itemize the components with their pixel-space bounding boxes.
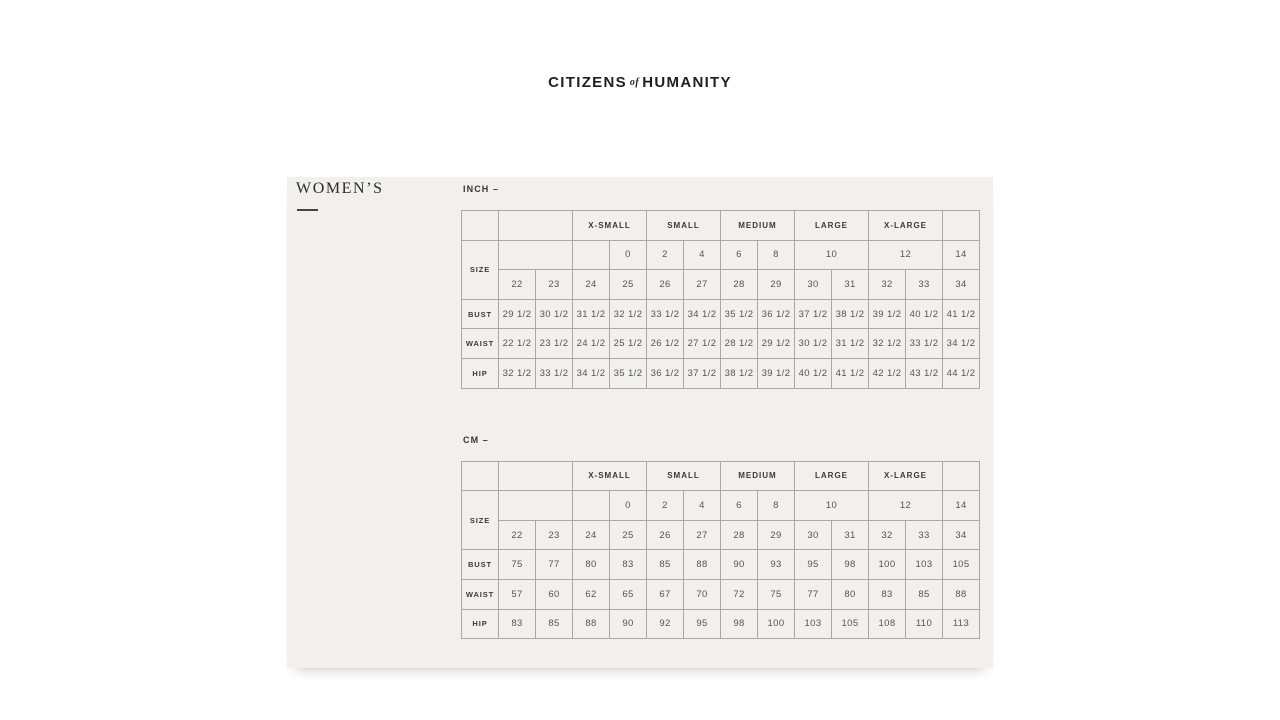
size-group-cell: MEDIUM: [721, 211, 795, 241]
numeric-size-row: [462, 491, 980, 521]
size-group-cell: X-SMALL: [573, 461, 647, 491]
waist-size-cell: 32: [869, 520, 906, 550]
waist-size-cell: 27: [684, 270, 721, 300]
waist-size-cell: 33: [906, 520, 943, 550]
waist-size-cell: 33: [906, 270, 943, 300]
numeric-size-cell: 14: [943, 491, 980, 521]
waist-size-cell: 23: [536, 520, 573, 550]
size-group-cell: SMALL: [647, 211, 721, 241]
brand-logo: [0, 74, 1280, 91]
waist-size-cell: 26: [647, 270, 684, 300]
waist-size-cell: 25: [610, 270, 647, 300]
measurement-value-cell: 108: [869, 609, 906, 639]
measurement-value-cell: 38 1/2: [832, 299, 869, 329]
waist-size-row: [462, 520, 980, 550]
numeric-size-cell: 10: [795, 491, 869, 521]
measurement-value-cell: 42 1/2: [869, 358, 906, 388]
waist-size-cell: 27: [684, 520, 721, 550]
measurement-value-cell: 62: [573, 579, 610, 609]
measurement-value-cell: 80: [832, 579, 869, 609]
measurement-row: [462, 358, 980, 388]
size-group-cell: X-SMALL: [573, 211, 647, 241]
measurement-value-cell: 83: [869, 579, 906, 609]
numeric-size-cell: 4: [684, 491, 721, 521]
numeric-size-cell: 12: [869, 491, 943, 521]
numeric-size-cell: 8: [758, 491, 795, 521]
measurement-value-cell: 29 1/2: [758, 329, 795, 359]
measurement-value-cell: 98: [832, 550, 869, 580]
measurement-value-cell: 103: [795, 609, 832, 639]
measurement-value-cell: 70: [684, 579, 721, 609]
waist-size-cell: 24: [573, 520, 610, 550]
logo-word-humanity: HUMANITY: [642, 74, 732, 91]
empty-cell: [499, 240, 573, 270]
waist-size-cell: 23: [536, 270, 573, 300]
measurement-value-cell: 44 1/2: [943, 358, 980, 388]
measurement-value-cell: 34 1/2: [943, 329, 980, 359]
measurement-value-cell: 33 1/2: [536, 358, 573, 388]
waist-size-cell: 22: [499, 270, 536, 300]
group-header-row: [462, 211, 980, 241]
numeric-size-cell: 4: [684, 240, 721, 270]
size-table: [461, 210, 980, 389]
measurement-value-cell: 88: [573, 609, 610, 639]
measurement-value-cell: 30 1/2: [536, 299, 573, 329]
waist-size-cell: 26: [647, 520, 684, 550]
numeric-size-cell: 12: [869, 240, 943, 270]
measurement-label: HIP: [462, 358, 499, 388]
measurement-value-cell: 26 1/2: [647, 329, 684, 359]
waist-size-cell: 34: [943, 270, 980, 300]
group-header-row: [462, 461, 980, 491]
measurement-value-cell: 85: [647, 550, 684, 580]
measurement-value-cell: 77: [536, 550, 573, 580]
measurement-value-cell: 105: [943, 550, 980, 580]
measurement-label: HIP: [462, 609, 499, 639]
measurement-value-cell: 103: [906, 550, 943, 580]
waist-size-cell: 22: [499, 520, 536, 550]
measurement-value-cell: 37 1/2: [684, 358, 721, 388]
numeric-size-cell: 6: [721, 240, 758, 270]
measurement-label: BUST: [462, 550, 499, 580]
measurement-value-cell: 34 1/2: [684, 299, 721, 329]
measurement-value-cell: 95: [795, 550, 832, 580]
measurement-value-cell: 43 1/2: [906, 358, 943, 388]
measurement-value-cell: 32 1/2: [499, 358, 536, 388]
empty-cell: [943, 461, 980, 491]
numeric-size-cell: 14: [943, 240, 980, 270]
measurement-value-cell: 85: [906, 579, 943, 609]
measurement-value-cell: 33 1/2: [906, 329, 943, 359]
waist-size-cell: 29: [758, 520, 795, 550]
measurement-value-cell: 32 1/2: [869, 329, 906, 359]
measurement-value-cell: 34 1/2: [573, 358, 610, 388]
size-group-cell: X-LARGE: [869, 461, 943, 491]
measurement-value-cell: 75: [499, 550, 536, 580]
measurement-value-cell: 40 1/2: [906, 299, 943, 329]
section-title-womens: WOMEN’S: [296, 180, 384, 197]
empty-cell: [462, 211, 499, 241]
waist-size-cell: 30: [795, 520, 832, 550]
numeric-size-row: [462, 240, 980, 270]
measurement-value-cell: 83: [610, 550, 647, 580]
measurement-value-cell: 57: [499, 579, 536, 609]
measurement-value-cell: 88: [684, 550, 721, 580]
section-underline: [297, 209, 318, 211]
measurement-value-cell: 30 1/2: [795, 329, 832, 359]
measurement-value-cell: 83: [499, 609, 536, 639]
measurement-value-cell: 77: [795, 579, 832, 609]
measurement-value-cell: 72: [721, 579, 758, 609]
size-row-label: SIZE: [462, 491, 499, 550]
measurement-value-cell: 28 1/2: [721, 329, 758, 359]
measurement-value-cell: 80: [573, 550, 610, 580]
measurement-value-cell: 90: [721, 550, 758, 580]
waist-size-cell: 25: [610, 520, 647, 550]
unit-label: CM –: [463, 434, 489, 445]
numeric-size-cell: 2: [647, 240, 684, 270]
measurement-value-cell: 75: [758, 579, 795, 609]
waist-size-cell: 34: [943, 520, 980, 550]
measurement-value-cell: 32 1/2: [610, 299, 647, 329]
measurement-value-cell: 95: [684, 609, 721, 639]
measurement-label: WAIST: [462, 329, 499, 359]
numeric-size-cell: 6: [721, 491, 758, 521]
numeric-size-cell: 10: [795, 240, 869, 270]
measurement-value-cell: 36 1/2: [647, 358, 684, 388]
measurement-value-cell: 110: [906, 609, 943, 639]
measurement-value-cell: 25 1/2: [610, 329, 647, 359]
measurement-value-cell: 27 1/2: [684, 329, 721, 359]
empty-cell: [499, 211, 573, 241]
empty-cell: [573, 491, 610, 521]
size-group-cell: MEDIUM: [721, 461, 795, 491]
measurement-row: [462, 299, 980, 329]
measurement-row: [462, 550, 980, 580]
empty-cell: [943, 211, 980, 241]
measurement-value-cell: 113: [943, 609, 980, 639]
measurement-value-cell: 37 1/2: [795, 299, 832, 329]
measurement-value-cell: 88: [943, 579, 980, 609]
measurement-value-cell: 92: [647, 609, 684, 639]
measurement-value-cell: 41 1/2: [943, 299, 980, 329]
measurement-row: [462, 579, 980, 609]
measurement-value-cell: 67: [647, 579, 684, 609]
waist-size-cell: 31: [832, 270, 869, 300]
measurement-value-cell: 35 1/2: [610, 358, 647, 388]
measurement-label: WAIST: [462, 579, 499, 609]
numeric-size-cell: 8: [758, 240, 795, 270]
measurement-row: [462, 609, 980, 639]
waist-size-cell: 24: [573, 270, 610, 300]
measurement-value-cell: 35 1/2: [721, 299, 758, 329]
measurement-value-cell: 100: [869, 550, 906, 580]
waist-size-cell: 30: [795, 270, 832, 300]
measurement-value-cell: 22 1/2: [499, 329, 536, 359]
measurement-row: [462, 329, 980, 359]
measurement-value-cell: 65: [610, 579, 647, 609]
measurement-value-cell: 98: [721, 609, 758, 639]
waist-size-cell: 32: [869, 270, 906, 300]
measurement-value-cell: 39 1/2: [869, 299, 906, 329]
measurement-value-cell: 40 1/2: [795, 358, 832, 388]
empty-cell: [462, 461, 499, 491]
unit-label: INCH –: [463, 184, 500, 194]
measurement-value-cell: 23 1/2: [536, 329, 573, 359]
measurement-value-cell: 39 1/2: [758, 358, 795, 388]
waist-size-cell: 28: [721, 520, 758, 550]
size-chart-panel: [287, 177, 993, 668]
numeric-size-cell: 2: [647, 491, 684, 521]
size-tables-column: [461, 177, 983, 639]
waist-size-cell: 28: [721, 270, 758, 300]
measurement-value-cell: 33 1/2: [647, 299, 684, 329]
waist-size-cell: 31: [832, 520, 869, 550]
logo-word-of: of: [629, 77, 640, 88]
measurement-value-cell: 38 1/2: [721, 358, 758, 388]
measurement-value-cell: 29 1/2: [499, 299, 536, 329]
measurement-value-cell: 41 1/2: [832, 358, 869, 388]
measurement-value-cell: 31 1/2: [573, 299, 610, 329]
size-group-cell: LARGE: [795, 211, 869, 241]
size-group-cell: SMALL: [647, 461, 721, 491]
measurement-value-cell: 31 1/2: [832, 329, 869, 359]
size-table: [461, 461, 980, 640]
measurement-label: BUST: [462, 299, 499, 329]
size-row-label: SIZE: [462, 240, 499, 299]
empty-cell: [573, 240, 610, 270]
numeric-size-cell: 0: [610, 491, 647, 521]
empty-cell: [499, 491, 573, 521]
logo-word-citizens: CITIZENS: [548, 74, 627, 91]
measurement-value-cell: 105: [832, 609, 869, 639]
measurement-value-cell: 100: [758, 609, 795, 639]
numeric-size-cell: 0: [610, 240, 647, 270]
waist-size-cell: 29: [758, 270, 795, 300]
size-group-cell: X-LARGE: [869, 211, 943, 241]
measurement-value-cell: 24 1/2: [573, 329, 610, 359]
empty-cell: [499, 461, 573, 491]
measurement-value-cell: 90: [610, 609, 647, 639]
measurement-value-cell: 36 1/2: [758, 299, 795, 329]
measurement-value-cell: 85: [536, 609, 573, 639]
measurement-value-cell: 60: [536, 579, 573, 609]
size-group-cell: LARGE: [795, 461, 869, 491]
measurement-value-cell: 93: [758, 550, 795, 580]
waist-size-row: [462, 270, 980, 300]
